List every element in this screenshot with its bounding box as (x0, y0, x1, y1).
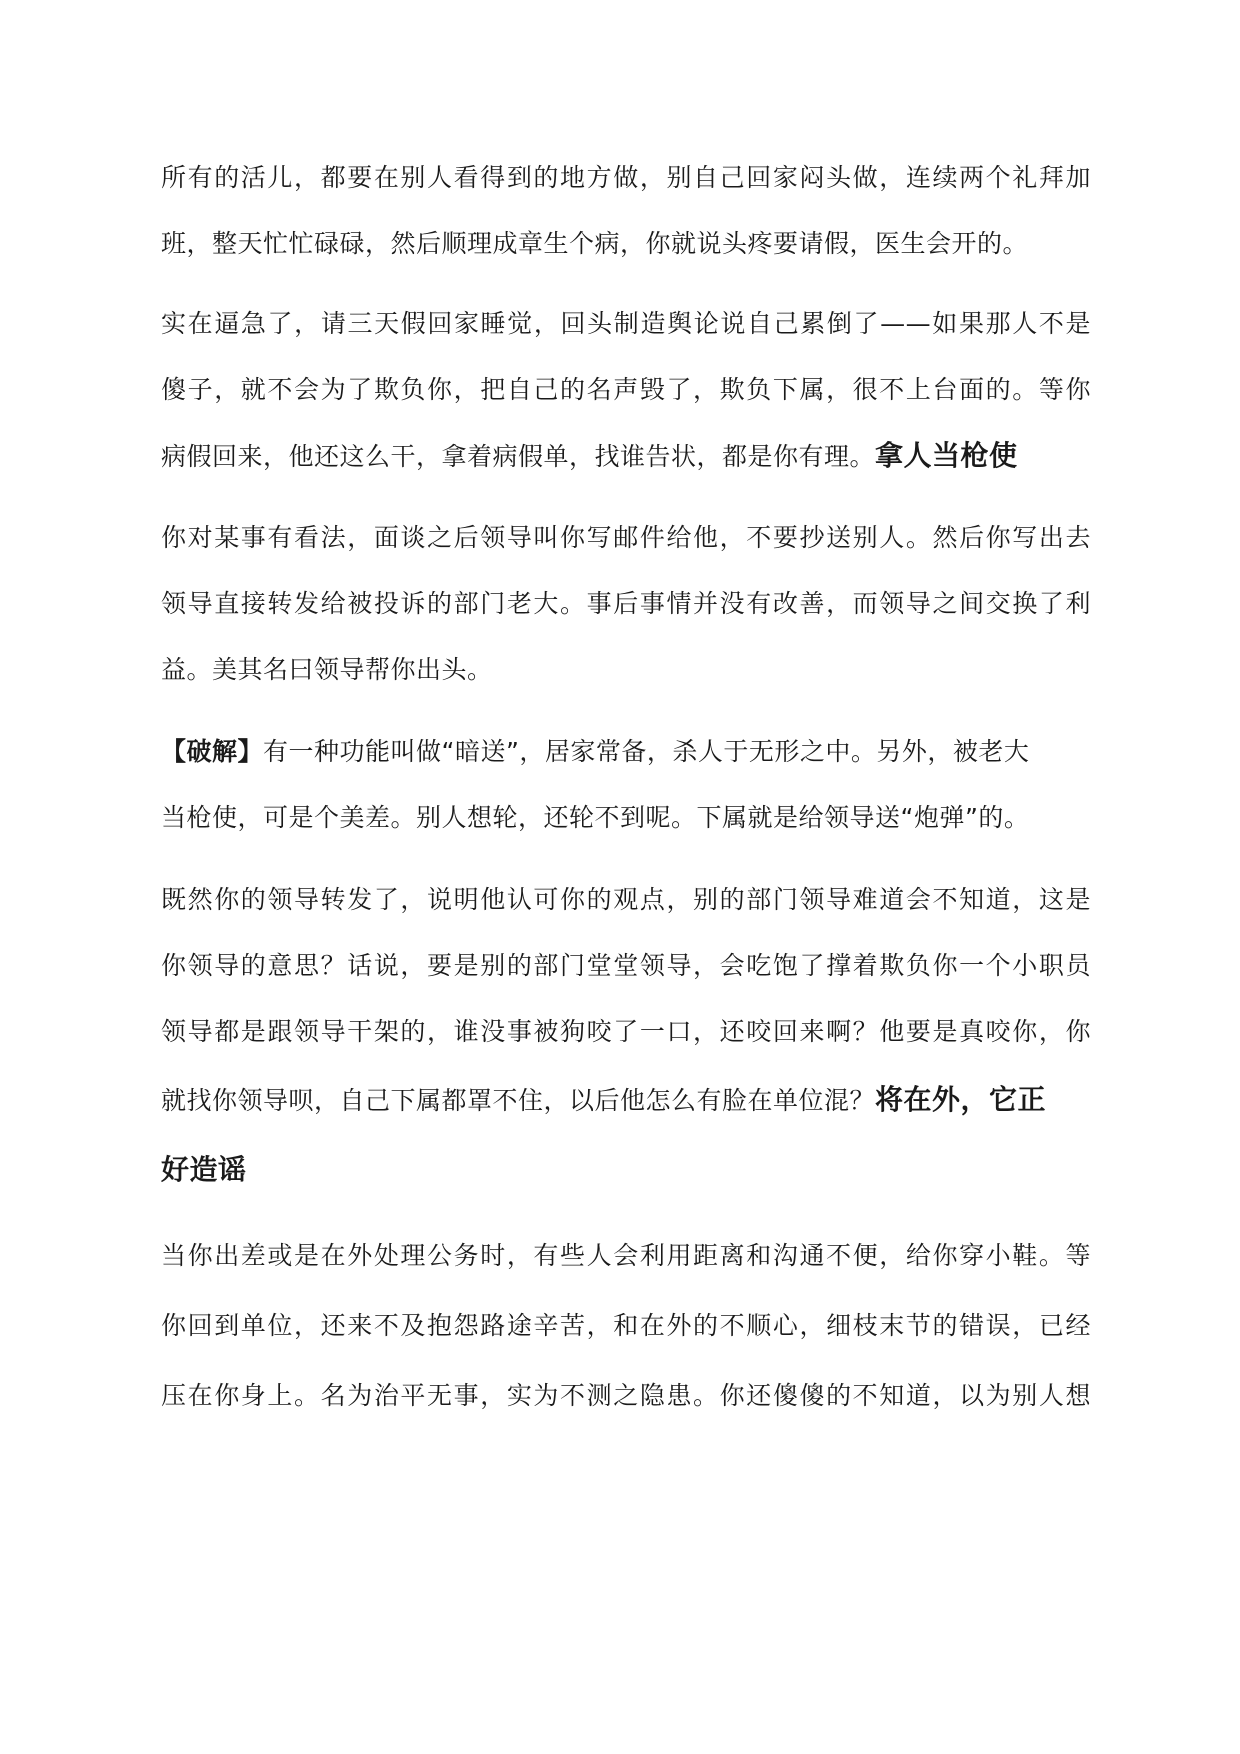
line-text: 实在逼急了，请三天假回家睡觉，回头制造舆论说自己累倒了——如果那人不是 (161, 309, 1091, 338)
text-line (161, 1152, 1091, 1189)
text-line (161, 1238, 1091, 1274)
section-heading: 将在外，它正 (875, 1083, 1047, 1116)
section-heading-continued: 好造谣 (161, 1153, 247, 1186)
text-line (161, 948, 1091, 984)
line-text: 所有的活儿，都要在别人看得到的地方做，别自己回家闷头做，连续两个礼拜加 (161, 163, 1091, 192)
text-line (161, 226, 1091, 262)
text-line (161, 1014, 1091, 1050)
line-text: 领导直接转发给被投诉的部门老大。事后事情并没有改善，而领导之间交换了利 (161, 589, 1091, 618)
line-text: 益。美其名曰领导帮你出头。 (161, 655, 493, 684)
line-text: 你对某事有看法，面谈之后领导叫你写邮件给他，不要抄送别人。然后你写出去 (161, 523, 1091, 552)
line-text: 病假回来，他还这么干，拿着病假单，找谁告状，都是你有理。 (161, 442, 876, 471)
text-line (161, 1308, 1091, 1344)
line-text: 领导都是跟领导干架的，谁没事被狗咬了一口，还咬回来啊？他要是真咬你，你 (161, 1017, 1091, 1046)
bold-label: 【破解】 (161, 737, 264, 766)
text-line (161, 882, 1091, 918)
text-line (161, 1378, 1091, 1414)
text-line (161, 372, 1091, 408)
text-line (161, 1082, 1091, 1119)
text-line (161, 800, 1091, 836)
text-line (161, 306, 1091, 342)
line-text: 既然你的领导转发了，说明他认可你的观点，别的部门领导难道会不知道，这是 (161, 885, 1091, 914)
line-text: 就找你领导呗，自己下属都罩不住，以后他怎么有脸在单位混？ (161, 1086, 876, 1115)
line-text: 傻子，就不会为了欺负你，把自己的名声毁了，欺负下属，很不上台面的。等你 (161, 375, 1091, 404)
text-line (161, 652, 1091, 688)
line-text: 当枪使，可是个美差。别人想轮，还轮不到呢。下属就是给领导送“炮弹”的。 (161, 803, 1030, 832)
text-line (161, 734, 1091, 770)
line-text: 你领导的意思？话说，要是别的部门堂堂领导，会吃饱了撑着欺负你一个小职员 (161, 951, 1091, 980)
line-text: 压在你身上。名为治平无事，实为不测之隐患。你还傻傻的不知道，以为别人想 (161, 1381, 1091, 1410)
section-heading: 拿人当枪使 (875, 439, 1018, 472)
text-line (161, 160, 1091, 196)
line-text: 你回到单位，还来不及抱怨路途辛苦，和在外的不顺心，细枝末节的错误，已经 (161, 1311, 1091, 1340)
text-line (161, 586, 1091, 622)
line-text: 当你出差或是在外处理公务时，有些人会利用距离和沟通不便，给你穿小鞋。等 (161, 1241, 1091, 1270)
text-line (161, 438, 1091, 475)
line-text: 有一种功能叫做“暗送”，居家常备，杀人于无形之中。另外，被老大 (263, 737, 1030, 766)
line-text: 班，整天忙忙碌碌，然后顺理成章生个病，你就说头疼要请假，医生会开的。 (161, 229, 1029, 258)
text-line (161, 520, 1091, 556)
